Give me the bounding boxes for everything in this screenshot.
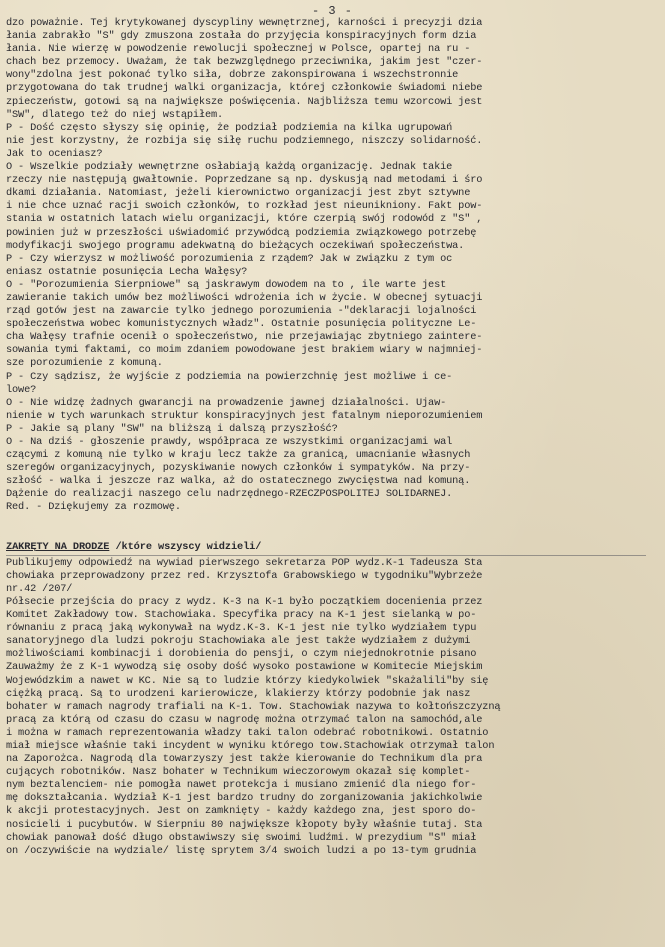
interview-line: stania w ostatnich latach wielu organizacji, które czerpią swój rodowód z "S" , bbox=[6, 213, 483, 226]
interview-line: chach bez przemocy. Uważam, że tak bezwzględnego przeciwnika, jakim jest "czer- bbox=[6, 56, 483, 69]
article-line: k akcji protestacyjnych. Jest on zamknięty - każdy każdego zna, jest sporo do- bbox=[6, 805, 477, 818]
interview-line: szeregów organizacyjnych, pozyskiwanie nowych członków i sympatyków. Na przy- bbox=[6, 462, 471, 475]
interview-line: cha Wałęsy trafnie ocenił o społeczeństwo, nie przejawiając zbytniego zaintere- bbox=[6, 331, 483, 344]
article-line: nosicieli i pucybutów. W Sierpniu 80 największe kłopoty były właśnie tutaj. Sta bbox=[6, 818, 483, 831]
interview-line: modyfikacji swojego programu adekwatną do bieżących oczekiwań społeczeństwa. bbox=[6, 239, 465, 252]
interview-line: rząd gotów jest na zawarcie tylko jednego porozumienia -"deklaracji lojalności bbox=[6, 305, 477, 318]
article-line: mę dokształcania. Wydział K-1 jest bardzo trudny do zorganizowania jakichkolwie bbox=[6, 792, 483, 805]
article-line: równaniu z pracą jaką wykonywał na wydz.K-3. K-1 jest nie tylko wydziałem typu bbox=[6, 622, 477, 635]
section-gap bbox=[6, 515, 659, 541]
article-line: cujących robotników. Nasz bohater w Technikum wieczorowym okazał się komplet- bbox=[6, 766, 471, 779]
interview-line: łania. Nie wierzę w powodzenie rewolucji społecznej w Polsce, opartej na ru - bbox=[6, 43, 471, 56]
interview-line: eniasz ostatnie posunięcia Lecha Wałęsy? bbox=[6, 265, 248, 278]
interview-line: P - Jakie są plany "SW" na bliższą i dalszą przyszłość? bbox=[6, 422, 338, 435]
interview-line: i nie chce uznać racji swoich członków, to rozkład jest nieunikniony. Fakt pow- bbox=[6, 200, 483, 213]
title-underline-rule bbox=[6, 555, 646, 556]
interview-line: O - Wszelkie podziały wewnętrzne osłabiają każdą organizację. Jednak takie bbox=[6, 161, 453, 174]
interview-line: szłość - walka i jeszcze raz walka, aż do ostatecznego zwycięstwa nad komuną. bbox=[6, 475, 471, 488]
article-line: bohater w ramach nagrody trafiali na K-1. Tow. Stachowiak nazywa to kołtońszczyzną bbox=[6, 700, 501, 713]
article-line: Półsecie przejścia do pracy z wydz. K-3 na K-1 było początkiem docenienia przez bbox=[6, 595, 483, 608]
article-line: i można w ramach reprezentowania władzy taki talon odebrać robotnikowi. Ostatnio bbox=[6, 726, 489, 739]
article-line: chowiak panował dość długo obstawiwszy się swoimi ludźmi. W prezydium "S" miał bbox=[6, 831, 477, 844]
interview-line: przygotowana do tak trudnej walki organizacja, której członkowie świadomi niebe bbox=[6, 82, 483, 95]
interview-line: Jak to oceniasz? bbox=[6, 147, 103, 160]
interview-line: Red. - Dziękujemy za rozmowę. bbox=[6, 501, 181, 514]
interview-section bbox=[6, 17, 659, 515]
article-line: możliwościami kombinacji i dorobienia do pensji, o czym niejednokrotnie pisano bbox=[6, 648, 477, 661]
article-line: Wojewódzkim a nawet w KC. Nie są to ludzie którzy kiedykolwiek "skażalili"by się bbox=[6, 674, 489, 687]
article-line: miał miejsce właśnie taki incydent w wyniku którego tow.Stachowiak otrzymał talon bbox=[6, 739, 495, 752]
interview-line: nienie w tych warunkach struktur konspiracyjnych jest fatalnym nieporozumieniem bbox=[6, 409, 483, 422]
interview-line: O - Nie widzę żadnych gwarancji na prowadzenie jawnej działalności. Ujaw- bbox=[6, 396, 447, 409]
interview-line: czącymi z komuną nie tylko w kraju lecz także za granicą, umacnianie własnych bbox=[6, 449, 471, 462]
article-line: na Zaporożca. Nagrodą dla towarzyszy jest także kierowanie do Technikum dla pra bbox=[6, 753, 483, 766]
interview-line: lowe? bbox=[6, 383, 37, 396]
article-line: nym beztalenciem- nie pomogła nawet protekcja i musiano zmienić dla niego for- bbox=[6, 779, 477, 792]
article-section bbox=[6, 557, 659, 858]
interview-line: wony"zdolna jest pokonać tylko siła, dobrze zakonspirowana i wszechstronnie bbox=[6, 69, 459, 82]
interview-line: dkami działania. Natomiast, jeżeli kierownictwo organizacji jest zbyt sztywne bbox=[6, 187, 471, 200]
article-line: chowiaka przeprowadzony przez red. Krzysztofa Grabowskiego w tygodniku"Wybrzeże bbox=[6, 569, 483, 582]
interview-line: sowania tymi faktami, co moim zdaniem powodowane jest brakiem wiary w najmniej- bbox=[6, 344, 483, 357]
article-line: sanatoryjnego dla ludzi pokroju Stachowiaka ale jest także wydziałem z dużymi bbox=[6, 635, 471, 648]
interview-line: sze porozumienie z komuną. bbox=[6, 357, 163, 370]
article-line: Komitet Zakładowy tow. Stachowiaka. Specyfika pracy na K-1 jest sielanką w po- bbox=[6, 609, 477, 622]
interview-line: powinien już w przeszłości uświadomić przywódcą podziemia związkowego potrzebę bbox=[6, 226, 477, 239]
interview-line: O - "Porozumienia Sierpniowe" są jaskrawym dowodem na to , ile warte jest bbox=[6, 278, 447, 291]
interview-line: łania zabrakło "S" gdy zmuszona została do przyjęcia konspiracyjnych form dzia bbox=[6, 30, 477, 43]
interview-line: rzeczy nie następują gwałtownie. Poprzedzane są np. dyskusją nad metodami i śro bbox=[6, 174, 483, 187]
article-line: pracą za którą od czasu do czasu w nagrodę można otrzymać talon na samochód,ale bbox=[6, 713, 483, 726]
interview-line: społeczeństwa wobec komunistycznych władz". Ostatnie posunięcia polityczne Le- bbox=[6, 318, 477, 331]
interview-line: P - Czy sądzisz, że wyjście z podziemia na powierzchnię jest możliwe i ce- bbox=[6, 370, 453, 383]
interview-line: zawieranie takich umów bez możliwości wdrożenia ich w życie. W obecnej sytuacji bbox=[6, 291, 483, 304]
interview-line: zpieczeństw, gotowi są na największe poświęcenia. Najbliższa temu wzorcowi jest bbox=[6, 95, 483, 108]
section-subtitle: /które wszyscy widzieli/ bbox=[109, 540, 262, 553]
article-line: ciężką pracą. Są to urodzeni karierowicze, klakierzy którzy podobnie jak nasz bbox=[6, 687, 471, 700]
page-number: - 3 - bbox=[311, 4, 353, 18]
section-title-line bbox=[6, 541, 659, 554]
interview-line: P - Czy wierzysz w możliwość porozumienia z rządem? Jak w związku z tym oc bbox=[6, 252, 453, 265]
interview-line: P - Dość często słyszy się opinię, że podział podziemia na kilka ugrupowań bbox=[6, 121, 453, 134]
interview-line: Dążenie do realizacji naszego celu nadrzędnego-RZECZPOSPOLITEJ SOLIDARNEJ. bbox=[6, 488, 453, 501]
article-line: on /oczywiście na wydziale/ listę sprytem 3/4 swoich ludzi a po 13-tym grudnia bbox=[6, 844, 477, 857]
interview-line: dzo poważnie. Tej krytykowanej dyscypliny wewnętrznej, karności i precyzji dzia bbox=[6, 17, 483, 29]
section-title: ZAKRĘTY NA DRODZE bbox=[6, 540, 110, 553]
interview-line: "SW", dlatego też do niej wstąpiłem. bbox=[6, 108, 224, 121]
document-body bbox=[6, 17, 659, 858]
interview-line: O - Na dziś - głoszenie prawdy, współpraca ze wszystkimi organizacjami wal bbox=[6, 436, 453, 448]
article-line: Publikujemy odpowiedź na wywiad pierwszego sekretarza POP wydz.K-1 Tadeusza Sta bbox=[6, 556, 483, 569]
article-line: Zauważmy że z K-1 wywodzą się osoby dość wysoko postawione w Komitecie Miejskim bbox=[6, 661, 483, 674]
interview-line: nie jest korzystny, że rozbija się siłę ruchu podziemnego, niszczy solidarność. bbox=[6, 134, 483, 147]
article-line: nr.42 /207/ bbox=[6, 582, 73, 595]
